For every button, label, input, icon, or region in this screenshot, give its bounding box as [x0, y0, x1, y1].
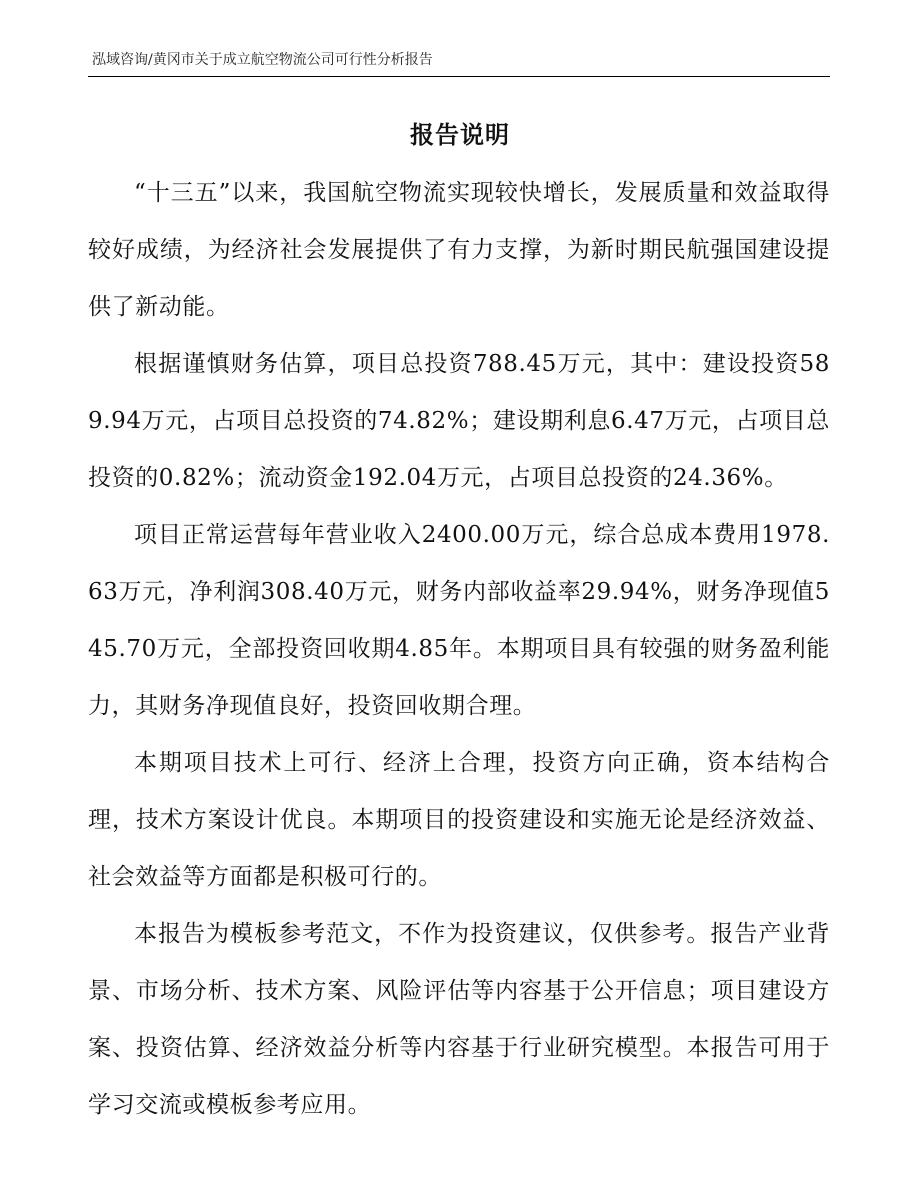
paragraph-feasibility: 本期项目技术上可行、经济上合理，投资方向正确，资本结构合理，技术方案设计优良。本期项目的投资建设和实施无论是经济效益、社会效益等方面都是积极可行的。	[88, 750, 830, 890]
paragraph-financials: 项目正常运营每年营业收入2400.00万元，综合总成本费用1978.63万元，净利润308.40万元，财务内部收益率29.94%，财务净现值545.70万元，全部投资回收期4.85年。本期项目具有较强的财务盈利能力，其财务净现值良好，投资回收期合理。	[88, 522, 830, 719]
report-body	[88, 165, 830, 1134]
paragraph-background: “十三五”以来，我国航空物流实现较快增长，发展质量和效益取得较好成绩，为经济社会发展提供了有力支撑，为新时期民航强国建设提供了新动能。	[88, 180, 830, 320]
paragraph-disclaimer: 本报告为模板参考范文，不作为投资建议，仅供参考。报告产业背景、市场分析、技术方案、风险评估等内容基于公开信息；项目建设方案、投资估算、经济效益分析等内容基于行业研究模型。本报告可用于学习交流或模板参考应用。	[88, 921, 830, 1118]
header-divider	[88, 76, 830, 77]
paragraph-investment: 根据谨慎财务估算，项目总投资788.45万元，其中：建设投资589.94万元，占项目总投资的74.82%；建设期利息6.47万元，占项目总投资的0.82%；流动资金192.04万元，占项目总投资的24.36%。	[88, 351, 830, 491]
page-title: 报告说明	[410, 120, 510, 149]
running-header: 泓域咨询/黄冈市关于成立航空物流公司可行性分析报告	[92, 52, 433, 68]
